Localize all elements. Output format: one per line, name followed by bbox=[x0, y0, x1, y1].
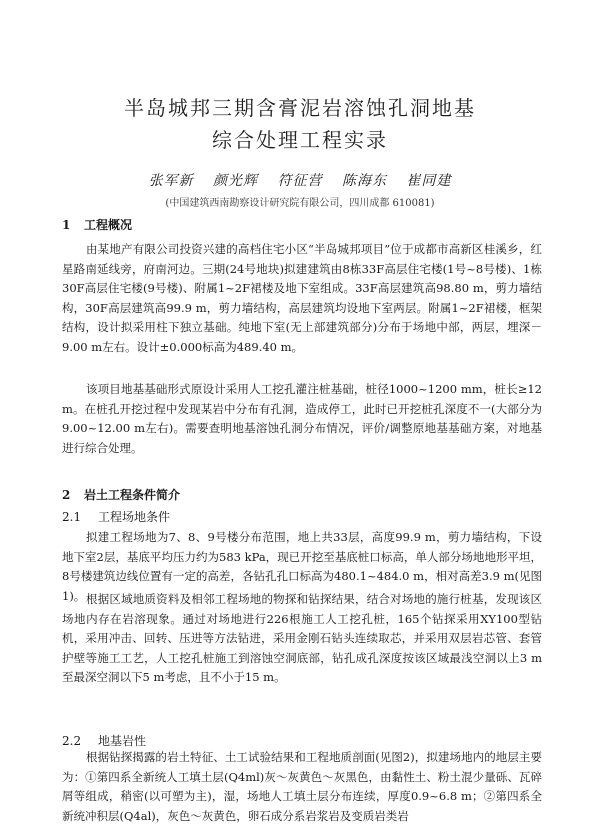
section-title: 地基岩性 bbox=[98, 734, 147, 748]
paper-title-line2: 综合处理工程实录 bbox=[212, 128, 388, 152]
section-title: 工程场地条件 bbox=[98, 510, 171, 524]
paragraph-foundation-design: 该项目地基基础形式原设计采用人工挖孔灌注桩基础，桩径1000~1200 mm，桩长≥12 m。在桩孔开挖过程中发现某岩中分布有孔洞，造成停工，此时已开挖桩孔深度不一(大部分为9.00~12.00 m左右)。需要查明地基溶蚀孔洞分布情况，评价/调整原地基基础方案，对地基进行综合处理。 bbox=[62, 382, 542, 455]
section-title: 工程概况 bbox=[84, 218, 133, 232]
section-number: 1 bbox=[62, 218, 71, 232]
section-1-heading bbox=[62, 216, 132, 233]
paragraph-project-overview: 由某地产有限公司投资兴建的高档住宅小区“半岛城邦项目”位于成都市高新区桂溪乡，红星路南延线旁，府南河边。三期(24号地块)拟建建筑由8栋33F高层住宅楼(1号~8号楼)、1栋30F高层住宅楼(9号楼)、附属1~2F裙楼及地下室组成。33F高层建筑高98.80 m，剪力墙结构，30F高层建筑高99.9 m，剪力墙结构，高层建筑均设地下室两层。附属1~2F裙楼，框架结构，设计拟采用柱下独立基础。纯地下室(无上部建筑部分)分布于场地中部，两层，埋深－9.00 m左右。设计±0.000标高为489.40 m。 bbox=[62, 242, 542, 354]
paragraph-site-conditions: 拟建工程场地为7、8、9号楼分布范围，地上共33层，高度99.9 m，剪力墙结构，下设地下室2层，基底平均压力约为583 kPa，现已开挖至基底桩口标高，单人部分场地地形平坦，8号楼建筑边线位置有一定的高差，各钻孔孔口标高为480.1~484.0 m，相对高差3.9 m(见图1)。 bbox=[62, 530, 542, 603]
section-number: 2.2 bbox=[62, 734, 82, 748]
section-2-heading bbox=[62, 486, 180, 503]
author-list: 张军新 颜光辉 符征营 陈海东 崔同建 bbox=[148, 173, 452, 189]
paragraph-stratigraphy: 根据钻探揭露的岩土特征、土工试验结果和工程地质剖面(见图2)，拟建场地内的地层主要为：①第四系全新统人工填土层(Q4ml)灰～灰黄色～灰黑色，由黏性土、粉土混少量砾、瓦碎屑等组成，稍密(以可塑为主)，湿，场地人工填土层分布连续，厚度0.9~6.8 m；②第四系全新统冲积层(Q4al)，灰色～灰黄色，卵石成分系岩浆岩及变质岩类岩 bbox=[62, 750, 542, 823]
section-number: 2.1 bbox=[62, 510, 82, 524]
section-title: 岩土工程条件简介 bbox=[84, 488, 181, 502]
section-2-1-heading bbox=[62, 508, 170, 525]
section-number: 2 bbox=[62, 488, 71, 502]
author-affiliation: (中国建筑西南勘察设计研究院有限公司，四川成都 610081) bbox=[165, 198, 435, 209]
section-2-2-heading bbox=[62, 732, 146, 749]
paragraph-karst-investigation: 根据区域地质资料及相邻工程场地的物探和钻探结果，结合对场地的施行桩基，发现该区场地内存在岩溶现象。通过对场地进行226根施工人工挖孔桩，165个钻探采用XY100型钻机，采用冲击、回转、压进等方法钻进，采用金刚石钻头连续取芯，并采用双层岩芯管、套管护壁等施工工艺，人工挖孔桩施工到溶蚀空洞底部，钻孔成孔深度按该区域最浅空洞以上3 m至最深空洞以下5 m考虑，且不小于15 m。 bbox=[62, 592, 542, 685]
paper-title-line1: 半岛城邦三期含膏泥岩溶蚀孔洞地基 bbox=[124, 96, 476, 120]
